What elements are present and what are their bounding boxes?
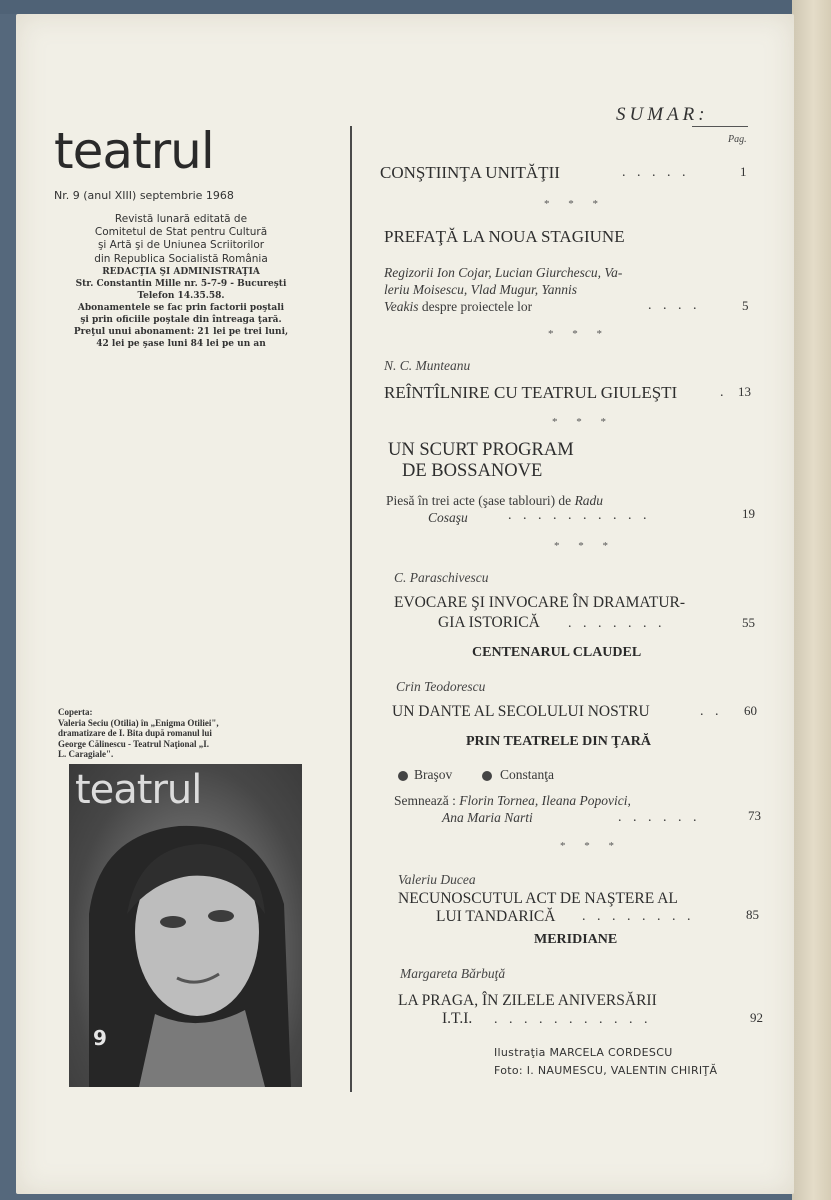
colophon-line-bold: REDACŢIA ŞI ADMINISTRAŢIA <box>102 266 260 277</box>
toc-page-number: 1 <box>740 164 747 179</box>
toc-title: LA PRAGA, ÎN ZILELE ANIVERSĂRII <box>398 992 657 1009</box>
toc-leader-dots: . . . . . . . . . . . <box>494 1012 652 1027</box>
cover-caption <box>58 707 326 760</box>
playwright-name: Radu <box>574 493 604 508</box>
director-names: Regizorii Ion Cojar, Lucian Giurchescu, Va- <box>384 265 623 280</box>
colophon-line-bold: şi prin oficiile poştale din întreaga ţară. <box>80 314 282 325</box>
colophon-line-bold: Abonamentele se fac prin factorii poştali <box>77 302 285 313</box>
city-name: Braşov <box>414 767 453 782</box>
toc-title-continued: GIA ISTORICĂ <box>438 614 540 631</box>
toc-description-line <box>384 281 728 298</box>
magazine-page <box>16 14 794 1194</box>
toc-author: C. Paraschivescu <box>394 570 489 585</box>
colophon <box>50 213 312 350</box>
toc-title-continued: I.T.I. <box>442 1010 473 1027</box>
bullet-icon <box>398 771 408 781</box>
toc-author: Margareta Bărbuţă <box>400 966 506 981</box>
cover-thumbnail-number: 9 <box>93 1026 107 1050</box>
toc-description-line <box>394 792 744 809</box>
reviewer-names: Florin Tornea, Ileana Popovici, <box>459 793 631 808</box>
toc-title: NECUNOSCUTUL ACT DE NAŞTERE AL <box>398 890 678 907</box>
toc-title: UN SCURT PROGRAM <box>388 440 574 460</box>
scan-background-right <box>792 0 831 1200</box>
toc-page-number: 73 <box>748 808 761 823</box>
toc-leader-dots: . . . . . . . <box>568 616 666 631</box>
cover-thumbnail-logo: teatrul <box>75 767 202 813</box>
toc-title: REÎNTÎLNIRE CU TEATRUL GIULEŞTI <box>384 383 678 402</box>
city-name: Constanţa <box>500 767 554 782</box>
toc-page-number: 55 <box>742 615 755 630</box>
toc-leader-dots: . . . . . . . . . . <box>508 508 651 523</box>
toc-author: Crin Teodorescu <box>396 679 486 694</box>
colophon-line: din Republica Socialistă România <box>94 252 268 265</box>
cover-caption-line: dramatizare de I. Bita după romanul lui <box>58 728 212 739</box>
colophon-line: Revistă lunară editată de <box>114 213 248 225</box>
playwright-name: Cosaşu <box>428 510 468 525</box>
signed-by-label: Semnează : <box>394 793 460 808</box>
sumar-title: SUMAR: <box>616 104 709 125</box>
cover-caption-line: George Călinescu - Teatrul Naţional „I. <box>58 738 209 749</box>
toc-page-number: 19 <box>742 506 755 521</box>
toc-page-number: 60 <box>744 703 757 718</box>
toc-title: UN DANTE AL SECOLULUI NOSTRU <box>392 703 650 720</box>
toc-description-line <box>384 264 728 281</box>
director-names: Veakis <box>384 299 419 314</box>
masthead-logo: teatrul <box>54 122 214 180</box>
toc-title: PREFAŢĂ LA NOUA STAGIUNE <box>384 227 625 246</box>
toc-page-number: 92 <box>750 1010 763 1025</box>
director-names: leriu Moisescu, Vlad Mugur, Yannis <box>384 282 578 297</box>
toc-title-continued: DE BOSSANOVE <box>402 461 543 481</box>
toc-title-continued: LUI TANDARICĂ <box>436 908 556 925</box>
toc-page-number: 85 <box>746 907 759 922</box>
toc-title: EVOCARE ŞI INVOCARE ÎN DRAMATUR- <box>394 594 686 611</box>
cover-caption-line: Valeria Seciu (Otilia) în „Enigma Otiliei", <box>58 717 219 728</box>
toc-page-number: 5 <box>742 298 749 313</box>
sumar-underline <box>692 126 748 127</box>
toc-leader-dots: . <box>720 385 728 400</box>
cover-caption-line: Coperta: <box>58 707 93 717</box>
page-column-label: Pag. <box>728 134 747 145</box>
cover-caption-line: L. Caragiale". <box>58 749 114 760</box>
column-divider <box>350 126 352 1092</box>
toc-leader-dots: . . . . . . . . <box>582 909 695 924</box>
colophon-line-bold: Telefon 14.35.58. <box>137 290 225 301</box>
colophon-line: şi Artă şi de Uniunea Scriitorilor <box>97 239 265 252</box>
toc-leader-dots: . . <box>700 704 723 719</box>
scan-background-top <box>0 0 831 14</box>
colophon-line-bold: 42 lei pe şase luni 84 lei pe un an <box>96 338 266 349</box>
toc-leader-dots: . . . . <box>648 298 701 313</box>
section-separator: * * * <box>554 540 616 552</box>
toc-page-number: 13 <box>738 384 751 399</box>
toc-leader-dots: . . . . . . <box>618 810 701 825</box>
photo-credit: Foto: I. NAUMESCU, VALENTIN CHIRIŢĂ <box>494 1064 718 1077</box>
illustration-credit: Ilustraţia MARCELA CORDESCU <box>494 1046 673 1059</box>
colophon-line-bold: Str. Constantin Mille nr. 5-7-9 - Bucureşti <box>75 278 287 289</box>
reviewer-names: Ana Maria Narti <box>442 810 533 825</box>
section-separator: * * * <box>552 416 614 428</box>
bullet-icon <box>482 771 492 781</box>
toc-description-line <box>386 492 730 509</box>
toc-leader-dots: . . . . . <box>622 165 690 180</box>
toc-author: N. C. Munteanu <box>384 358 471 373</box>
section-separator: * * * <box>544 198 606 210</box>
section-separator: * * * <box>560 840 622 852</box>
section-heading: MERIDIANE <box>534 932 618 947</box>
cover-thumbnail <box>69 764 302 1087</box>
toc-description-text: Piesă în trei acte (şase tablouri) de <box>386 493 575 508</box>
toc-description-text: despre proiectele lor <box>418 299 533 314</box>
section-heading: CENTENARUL CLAUDEL <box>472 645 642 660</box>
toc-author: Valeriu Ducea <box>398 872 476 887</box>
issue-line: Nr. 9 (anul XIII) septembrie 1968 <box>54 189 234 202</box>
colophon-line: Comitetul de Stat pentru Cultură <box>94 226 268 239</box>
section-separator: * * * <box>548 328 610 340</box>
colophon-line-bold: Preţul unui abonament: 21 lei pe trei luni, <box>73 326 289 337</box>
toc-title: CONŞTIINŢA UNITĂŢII <box>380 163 560 182</box>
section-heading: PRIN TEATRELE DIN ŢARĂ <box>466 734 652 749</box>
